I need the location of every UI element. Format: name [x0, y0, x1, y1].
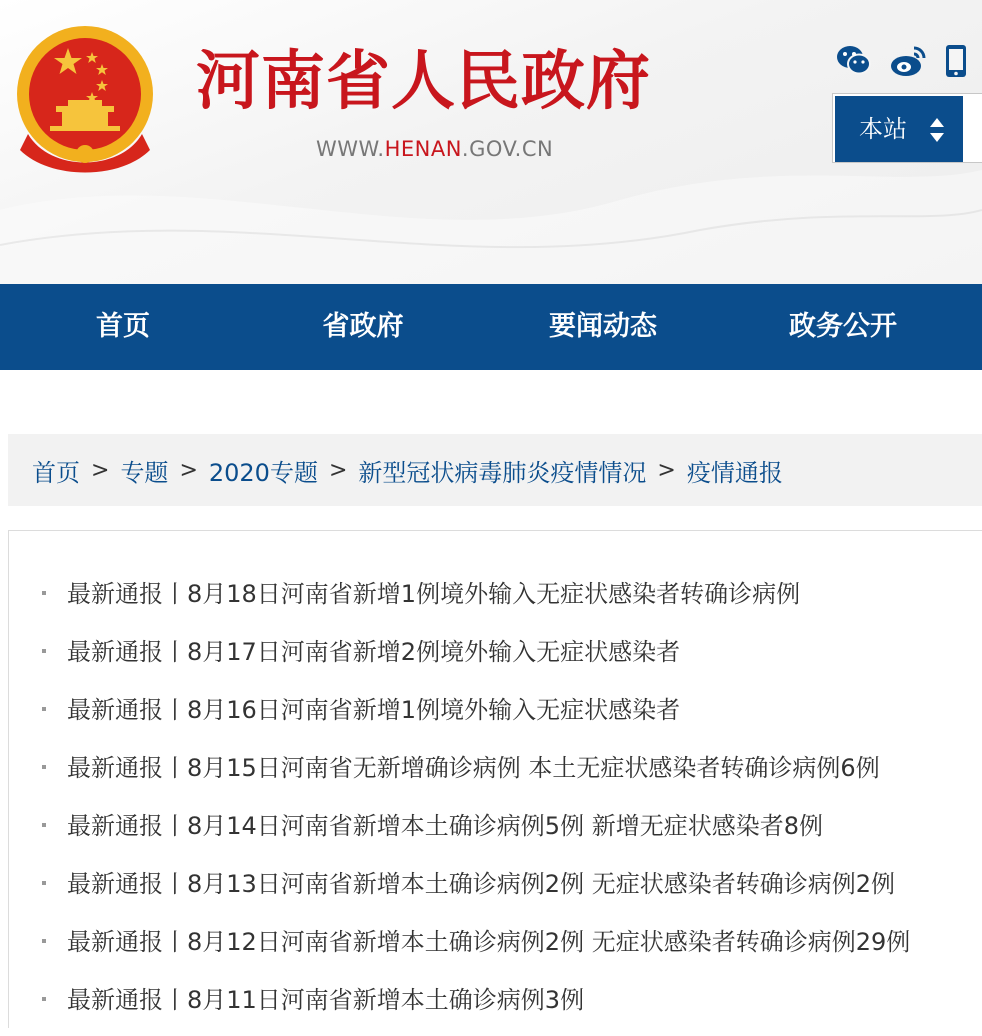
updown-arrow-icon	[929, 116, 945, 144]
breadcrumb	[8, 434, 982, 506]
breadcrumb-epidemic-bulletin[interactable]: 疫情通报	[686, 458, 783, 487]
news-link[interactable]: 最新通报丨8月16日河南省新增1例境外输入无症状感染者	[67, 696, 681, 724]
bullet-icon	[42, 707, 46, 711]
search-scope-label: 本站	[859, 115, 907, 143]
nav-item-government-affairs[interactable]: 政务公开	[789, 311, 897, 342]
url-suffix: .GOV.CN	[461, 137, 554, 161]
mobile-icon[interactable]	[944, 44, 968, 78]
main-nav	[0, 284, 982, 370]
weibo-icon[interactable]	[890, 44, 928, 78]
bullet-icon	[42, 997, 46, 1001]
nav-item-news[interactable]: 要闻动态	[549, 311, 657, 342]
url-main: HENAN	[384, 137, 462, 161]
breadcrumb-topics[interactable]: 专题	[120, 458, 169, 487]
news-list	[9, 572, 910, 1036]
news-link[interactable]: 最新通报丨8月11日河南省新增本土确诊病例3例	[67, 986, 585, 1014]
url-prefix: WWW.	[316, 137, 385, 161]
bullet-icon	[42, 939, 46, 943]
bullet-icon	[42, 881, 46, 885]
list-item	[9, 920, 910, 978]
list-item	[9, 746, 910, 804]
list-item	[9, 862, 910, 920]
news-list-box	[8, 530, 982, 1028]
news-link[interactable]: 最新通报丨8月12日河南省新增本土确诊病例2例 无症状感染者转确诊病例29例	[67, 928, 911, 956]
news-link[interactable]: 最新通报丨8月17日河南省新增2例境外输入无症状感染者	[67, 638, 681, 666]
social-icons	[836, 44, 982, 80]
news-link[interactable]: 最新通报丨8月18日河南省新增1例境外输入无症状感染者转确诊病例	[67, 580, 801, 608]
bullet-icon	[42, 591, 46, 595]
site-header	[0, 0, 982, 284]
breadcrumb-separator: >	[657, 457, 676, 483]
breadcrumb-covid-situation[interactable]: 新型冠状病毒肺炎疫情情况	[358, 458, 647, 487]
breadcrumb-home[interactable]: 首页	[32, 458, 80, 487]
news-link[interactable]: 最新通报丨8月13日河南省新增本土确诊病例2例 无症状感染者转确诊病例2例	[67, 870, 895, 898]
wechat-icon[interactable]	[836, 44, 872, 78]
site-title: 河南省人民政府	[196, 44, 651, 119]
breadcrumb-separator: >	[91, 457, 110, 483]
list-item	[9, 630, 910, 688]
bullet-icon	[42, 765, 46, 769]
list-item	[9, 688, 910, 746]
breadcrumb-separator: >	[328, 457, 348, 483]
list-item	[9, 804, 910, 862]
nav-item-provincial-government[interactable]: 省政府	[322, 311, 404, 342]
list-item	[9, 572, 910, 630]
nav-item-home[interactable]: 首页	[96, 311, 150, 342]
search-scope-select[interactable]	[835, 96, 963, 162]
news-link[interactable]: 最新通报丨8月14日河南省新增本土确诊病例5例 新增无症状感染者8例	[67, 812, 823, 840]
list-item	[9, 978, 910, 1036]
national-emblem-logo	[10, 22, 160, 174]
search-scope-box	[832, 93, 982, 163]
breadcrumb-separator: >	[179, 457, 198, 483]
news-link[interactable]: 最新通报丨8月15日河南省无新增确诊病例 本土无症状感染者转确诊病例6例	[67, 754, 880, 782]
bullet-icon	[42, 823, 46, 827]
bullet-icon	[42, 649, 46, 653]
breadcrumb-2020-topics[interactable]: 2020专题	[208, 458, 318, 487]
site-url	[316, 136, 553, 162]
